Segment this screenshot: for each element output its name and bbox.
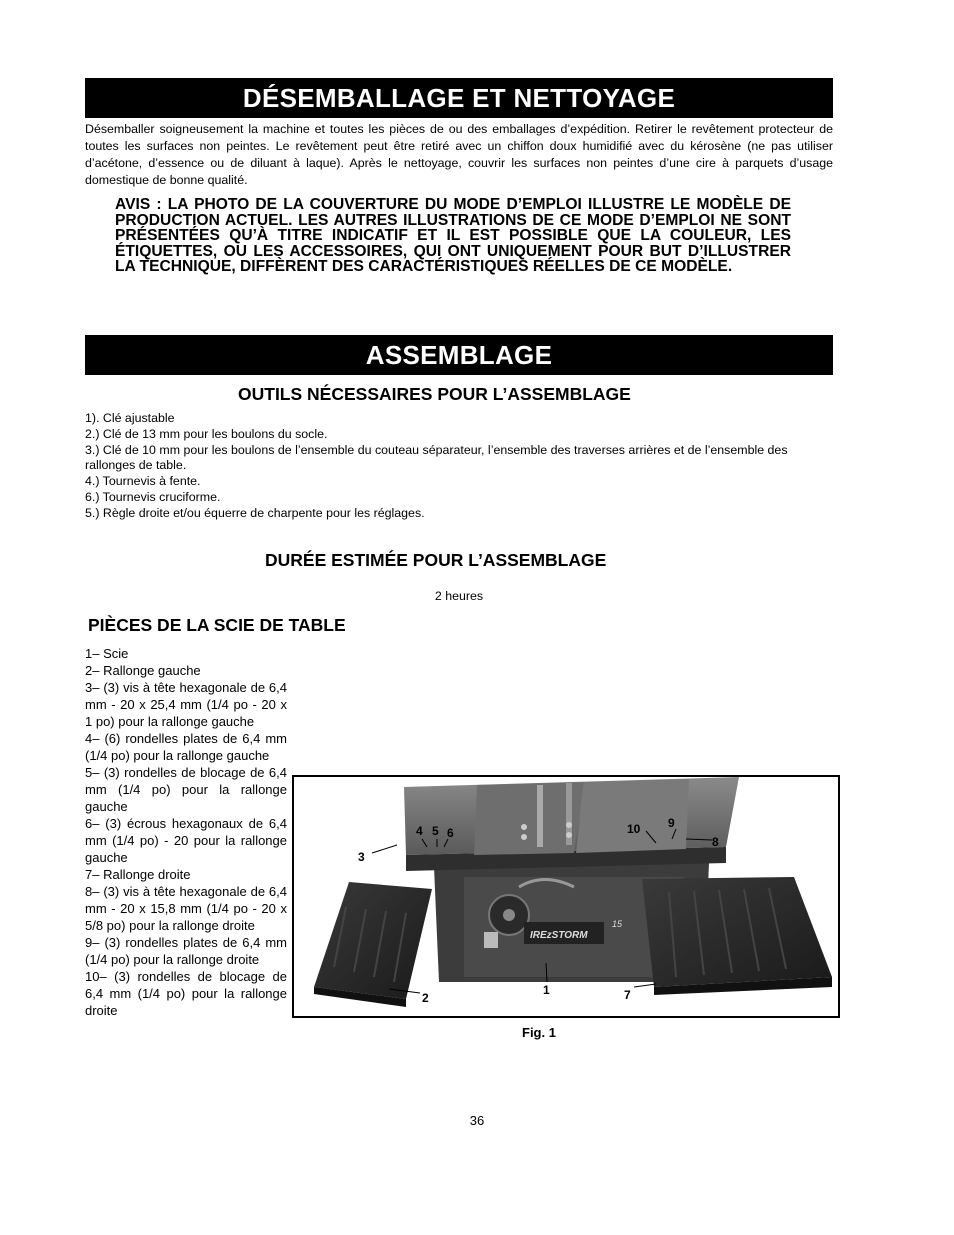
list-item: 2.) Clé de 13 mm pour les boulons du socle.	[85, 426, 328, 441]
callout-9: 9	[668, 816, 675, 830]
time-heading: DURÉE ESTIMÉE POUR L’ASSEMBLAGE	[265, 550, 607, 570]
list-item: 3– (3) vis à tête hexagonale de 6,4 mm - 20 x 25,4 mm (1/4 po - 20 x 1 po) pour la rallonge gauche	[85, 680, 287, 729]
tools-list	[85, 411, 805, 522]
callout-10: 10	[627, 822, 641, 836]
list-item: 8– (3) vis à tête hexagonale de 6,4 mm - 20 x 15,8 mm (1/4 po - 20 x 5/8 po) pour la rallonge droite	[85, 884, 287, 933]
saw-brand: IREᴢSTORM	[530, 930, 588, 941]
parts-heading: PIÈCES DE LA SCIE DE TABLE	[88, 615, 346, 635]
list-item: 6– (3) écrous hexagonaux de 6,4 mm (1/4 po) - 20 pour la rallonge gauche	[85, 816, 287, 865]
callout-4: 4	[416, 824, 423, 838]
list-item: 4.) Tournevis à fente.	[85, 474, 201, 489]
callout-7: 7	[624, 988, 631, 1002]
callout-6: 6	[447, 826, 454, 840]
list-item: 5– (3) rondelles de blocage de 6,4 mm (1/4 po) pour la rallonge gauche	[85, 765, 287, 814]
list-item: 1– Scie	[85, 646, 129, 661]
left-extension	[314, 882, 432, 1007]
section-title-assembly: ASSEMBLAGE	[85, 335, 833, 375]
list-item: 2– Rallonge gauche	[85, 663, 201, 678]
list-item: 5.) Règle droite et/ou équerre de charpente pour les réglages.	[85, 505, 425, 520]
callout-3: 3	[358, 850, 365, 864]
list-item: 3.) Clé de 10 mm pour les boulons de l’ensemble du couteau séparateur, l’ensemble des traverses arrières et de l’ensemble des rallonges de table.	[85, 442, 788, 473]
saw-amps: 15	[612, 919, 623, 929]
tools-heading: OUTILS NÉCESSAIRES POUR L’ASSEMBLAGE	[238, 384, 631, 404]
callout-2: 2	[422, 991, 429, 1005]
notice-paragraph: AVIS : LA PHOTO DE LA COUVERTURE DU MODE D’EMPLOI ILLUSTRE LE MODÈLE DE PRODUCTION ACTUEL. LES AUTRES ILLUSTRATIONS DE CE MODE D’EMPLOI NE SONT PRÉSENTÉES QU’À TITRE INDICATIF ET IL EST POSSIBLE QUE LA COULEUR, LES ÉTIQUETTES, OU LES ACCESSOIRES, QUI ONT UNIQUEMENT POUR BUT D’ILLUSTRER LA TECHNIQUE, DIFFÈRENT DES CARACTÉRISTIQUES RÉELLES DE CE MODÈLE.	[115, 196, 791, 276]
saw-table-top	[404, 777, 739, 871]
callout-1: 1	[543, 983, 550, 997]
table-saw-illustration	[294, 777, 838, 1016]
right-extension	[642, 877, 832, 995]
list-item: 4– (6) rondelles plates de 6,4 mm (1/4 po) pour la rallonge gauche	[85, 731, 287, 763]
page-number: 36	[469, 1113, 485, 1128]
list-item: 6.) Tournevis cruciforme.	[85, 489, 221, 504]
list-item: 7– Rallonge droite	[85, 867, 191, 882]
time-value: 2 heures	[434, 589, 484, 603]
unpacking-paragraph: Désemballer soigneusement la machine et toutes les pièces de ou des emballages d’expédition. Retirer le revêtement protecteur de toutes les surfaces non peintes. Le revêtement peut être retiré avec un chiffon doux humidifié avec du kérosène (ne pas utiliser d’acétone, d’essence ou de diluant à laque). Après le nettoyage, couvrir les surfaces non peintes d’une cire à parquets d’usage domestique de bonne qualité.	[85, 122, 833, 187]
list-item: 9– (3) rondelles plates de 6,4 mm (1/4 po) pour la rallonge droite	[85, 935, 287, 967]
callout-8: 8	[712, 835, 719, 849]
parts-list	[85, 645, 287, 1019]
list-item: 1). Clé ajustable	[85, 411, 175, 425]
list-item: 10– (3) rondelles de blocage de 6,4 mm (1/4 po) pour la rallonge droite	[85, 969, 287, 1018]
section-title-unpacking: DÉSEMBALLAGE ET NETTOYAGE	[85, 78, 833, 118]
figure-caption: Fig. 1	[522, 1025, 556, 1040]
figure-1-table-saw	[292, 775, 840, 1018]
callout-5: 5	[432, 824, 439, 838]
